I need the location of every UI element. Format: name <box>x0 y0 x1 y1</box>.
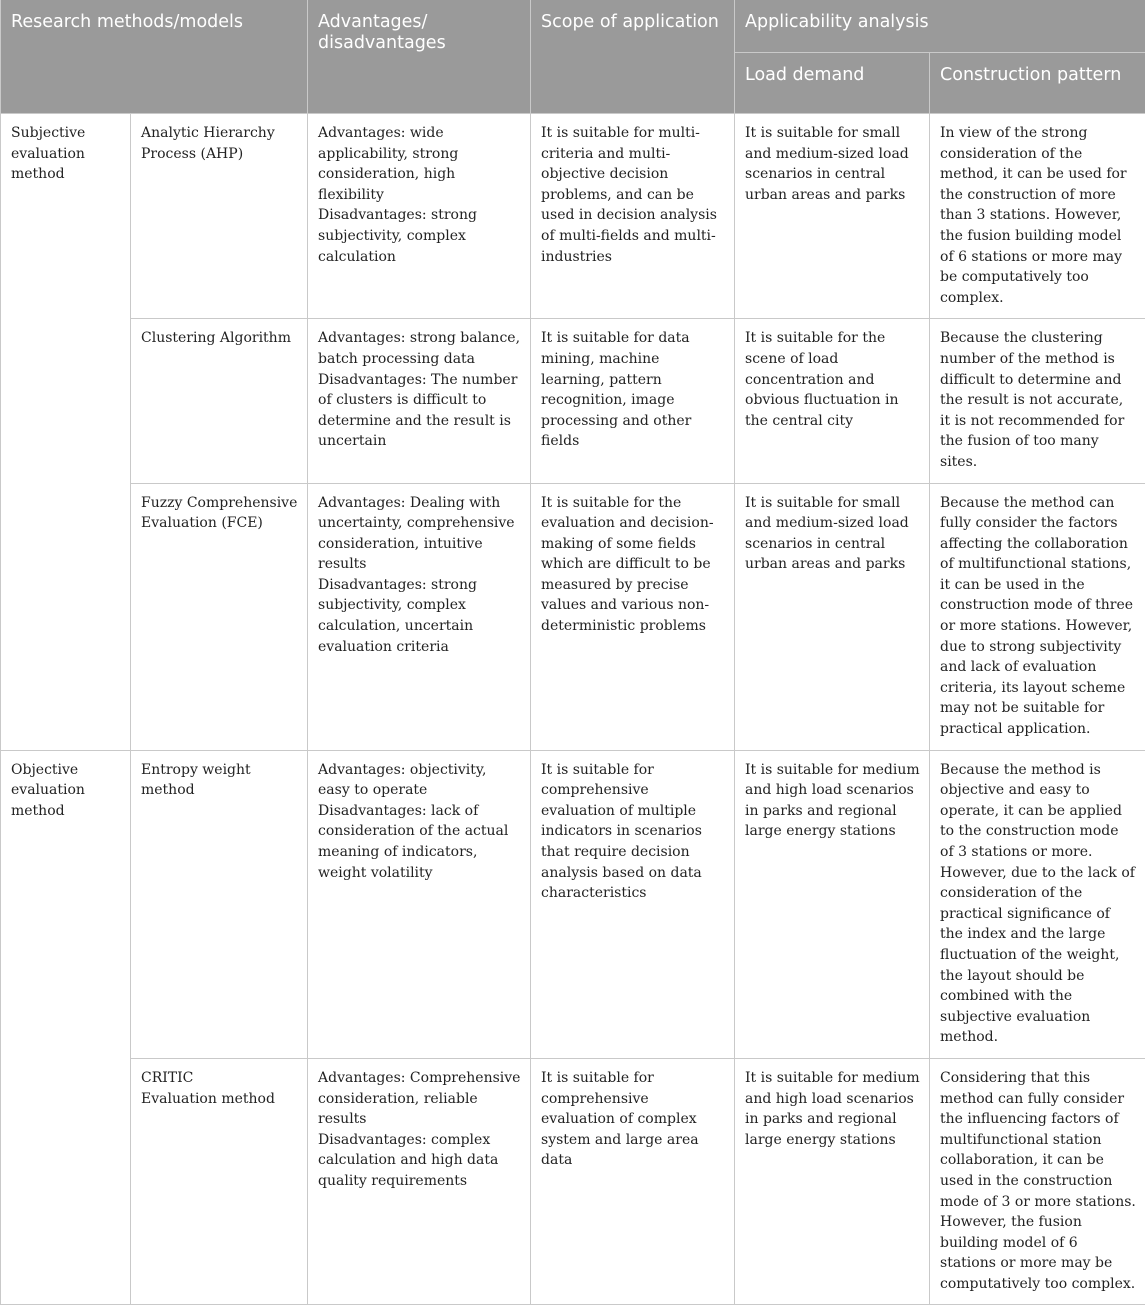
method-cell: Analytic Hierarchy Process (AHP) <box>131 114 308 319</box>
table-row <box>1 114 1145 319</box>
method-cell: Clustering Algorithm <box>131 319 308 483</box>
advantages-text: Advantages: objectivity, easy to operate <box>318 760 521 801</box>
category-subjective: Subjective evaluation method <box>1 114 131 751</box>
scope-cell: It is suitable for comprehensive evaluation of complex system and large area data <box>531 1058 735 1305</box>
scope-cell: It is suitable for the evaluation and decision-making of some fields which are difficult to be measured by precise values and various non-deterministic problems <box>531 483 735 750</box>
load-demand-cell: It is suitable for medium and high load scenarios in parks and regional large energy stations <box>735 750 930 1058</box>
load-demand-cell: It is suitable for small and medium-sized load scenarios in central urban areas and parks <box>735 483 930 750</box>
method-cell: Fuzzy Comprehensive Evaluation (FCE) <box>131 483 308 750</box>
advantages-cell <box>308 114 531 319</box>
load-demand-cell: It is suitable for medium and high load scenarios in parks and regional large energy stations <box>735 1058 930 1305</box>
header-applicability-analysis: Applicability analysis <box>735 0 1145 53</box>
method-cell <box>131 1058 308 1305</box>
advantages-text: Advantages: Dealing with uncertainty, comprehensive consideration, intuitive results <box>318 493 521 575</box>
advantages-cell <box>308 750 531 1058</box>
advantages-cell <box>308 483 531 750</box>
scope-cell: It is suitable for comprehensive evaluation of multiple indicators in scenarios that require decision analysis based on data characteristics <box>531 750 735 1058</box>
header-construction-pattern: Construction pattern <box>930 53 1145 114</box>
scope-cell: It is suitable for multi-criteria and multi-objective decision problems, and can be used in decision analysis of multi-fields and multi-industries <box>531 114 735 319</box>
method-cell: Entropy weight method <box>131 750 308 1058</box>
advantages-text: Advantages: wide applicability, strong consideration, high flexibility <box>318 123 521 205</box>
advantages-text: Advantages: strong balance, batch processing data <box>318 328 521 369</box>
header-advantages: Advantages/ disadvantages <box>308 0 531 114</box>
category-objective: Objective evaluation method <box>1 750 131 1305</box>
scope-cell: It is suitable for data mining, machine learning, pattern recognition, image processing and other fields <box>531 319 735 483</box>
load-demand-cell: It is suitable for the scene of load concentration and obvious fluctuation in the central city <box>735 319 930 483</box>
table-row <box>1 750 1145 1058</box>
table-header <box>1 0 1145 114</box>
method-line: CRITIC <box>141 1068 298 1089</box>
construction-cell: Because the method is objective and easy to operate, it can be applied to the construction mode of 3 stations or more. However, due to the lack of consideration of the practical significance of the index and the large fluctuation of the weight, the layout should be combined with the subjective evaluation method. <box>930 750 1145 1058</box>
disadvantages-text: Disadvantages: The number of clusters is difficult to determine and the result is uncertain <box>318 370 521 452</box>
advantages-cell <box>308 319 531 483</box>
disadvantages-text: Disadvantages: lack of consideration of the actual meaning of indicators, weight volatility <box>318 801 521 883</box>
table-body <box>1 114 1145 1305</box>
header-research-methods: Research methods/models <box>1 0 308 114</box>
disadvantages-text: Disadvantages: strong subjectivity, complex calculation, uncertain evaluation criteria <box>318 575 521 657</box>
advantages-cell <box>308 1058 531 1305</box>
disadvantages-text: Disadvantages: complex calculation and high data quality requirements <box>318 1130 521 1192</box>
disadvantages-text: Disadvantages: strong subjectivity, complex calculation <box>318 205 521 267</box>
construction-cell: Because the method can fully consider the factors affecting the collaboration of multifunctional stations, it can be used in the construction mode of three or more stations. However, due to strong subjectivity and lack of evaluation criteria, its layout scheme may not be suitable for practical application. <box>930 483 1145 750</box>
method-line: Evaluation method <box>141 1089 298 1110</box>
table-row <box>1 319 1145 483</box>
header-scope: Scope of application <box>531 0 735 114</box>
table-row <box>1 483 1145 750</box>
load-demand-cell: It is suitable for small and medium-sized load scenarios in central urban areas and parks <box>735 114 930 319</box>
construction-cell: Because the clustering number of the method is difficult to determine and the result is not accurate, it is not recommended for the fusion of too many sites. <box>930 319 1145 483</box>
construction-cell: In view of the strong consideration of the method, it can be used for the construction of more than 3 stations. However, the fusion building model of 6 stations or more may be computatively too complex. <box>930 114 1145 319</box>
table-row <box>1 1058 1145 1305</box>
construction-cell: Considering that this method can fully consider the influencing factors of multifunctional station collaboration, it can be used in the construction mode of 3 or more stations. However, the fusion building model of 6 stations or more may be computatively too complex. <box>930 1058 1145 1305</box>
header-load-demand: Load demand <box>735 53 930 114</box>
advantages-text: Advantages: Comprehensive consideration, reliable results <box>318 1068 521 1130</box>
